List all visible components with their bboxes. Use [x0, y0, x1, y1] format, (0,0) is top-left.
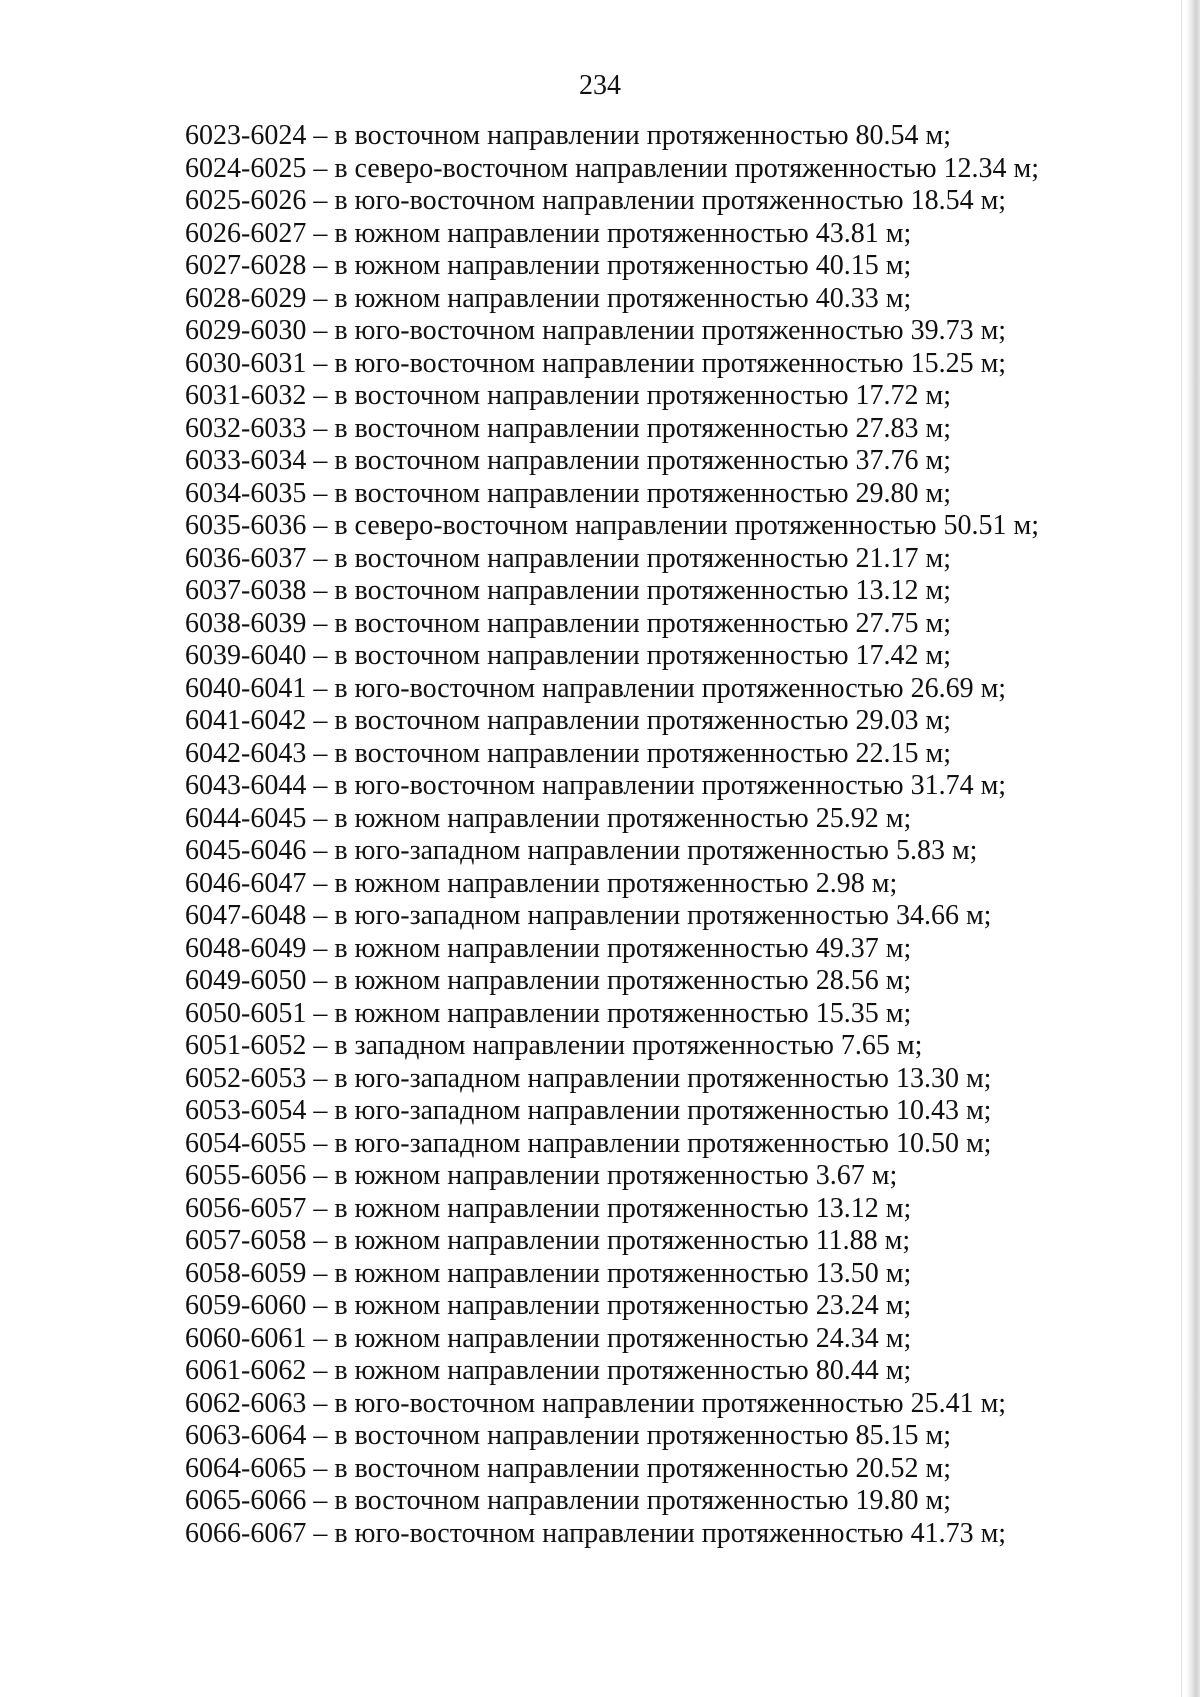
segment-line: 6046-6047 – в южном направлении протяженностью 2.98 м; [185, 867, 898, 899]
segment-line: 6037-6038 – в восточном направлении протяженностью 13.12 м; [185, 575, 952, 606]
segment-line: 6057-6058 – в южном направлении протяженностью 11.88 м; [185, 1225, 911, 1256]
segment-line: 6043-6044 – в юго-восточном направлении протяженностью 31.74 м; [185, 770, 1007, 801]
segment-line: 6044-6045 – в южном направлении протяженностью 25.92 м; [185, 802, 912, 834]
segment-line: 6061-6062 – в южном направлении протяженностью 80.44 м; [185, 1355, 912, 1386]
segment-line: 6045-6046 – в юго-западном направлении протяженностью 5.83 м; [185, 835, 978, 866]
segment-line: 6042-6043 – в восточном направлении протяженностью 22.15 м; [185, 737, 952, 769]
segment-line: 6054-6055 – в юго-западном направлении протяженностью 10.50 м; [185, 1127, 992, 1159]
segment-line: 6051-6052 – в западном направлении протяженностью 7.65 м; [185, 1030, 923, 1061]
segment-line: 6048-6049 – в южном направлении протяженностью 49.37 м; [185, 932, 912, 964]
segment-line: 6049-6050 – в южном направлении протяженностью 28.56 м; [185, 965, 912, 996]
segment-line: 6023-6024 – в восточном направлении протяженностью 80.54 м; [185, 120, 952, 151]
segment-line: 6066-6067 – в юго-восточном направлении протяженностью 41.73 м; [185, 1517, 1007, 1549]
segment-line: 6050-6051 – в южном направлении протяженностью 15.35 м; [185, 997, 912, 1029]
segment-line: 6047-6048 – в юго-западном направлении протяженностью 34.66 м; [185, 900, 992, 931]
segment-line: 6039-6040 – в восточном направлении протяженностью 17.42 м; [185, 640, 952, 671]
segment-line: 6058-6059 – в южном направлении протяженностью 13.50 м; [185, 1257, 912, 1289]
segment-line: 6063-6064 – в восточном направлении протяженностью 85.15 м; [185, 1420, 952, 1451]
page-number: 234 [579, 70, 621, 101]
segment-line: 6028-6029 – в южном направлении протяженностью 40.33 м; [185, 282, 912, 314]
segment-line: 6056-6057 – в южном направлении протяженностью 13.12 м; [185, 1192, 912, 1224]
segment-list [185, 120, 1039, 1550]
segment-line: 6035-6036 – в северо-восточном направлении протяженностью 50.51 м; [185, 510, 1040, 541]
segment-line: 6059-6060 – в южном направлении протяженностью 23.24 м; [185, 1290, 912, 1321]
segment-line: 6024-6025 – в северо-восточном направлении протяженностью 12.34 м; [185, 152, 1040, 184]
segment-line: 6040-6041 – в юго-восточном направлении протяженностью 26.69 м; [185, 672, 1007, 704]
segment-line: 6062-6063 – в юго-восточном направлении протяженностью 25.41 м; [185, 1387, 1007, 1419]
segment-line: 6041-6042 – в восточном направлении протяженностью 29.03 м; [185, 705, 952, 736]
segment-line: 6026-6027 – в южном направлении протяженностью 43.81 м; [185, 217, 912, 249]
segment-line: 6065-6066 – в восточном направлении протяженностью 19.80 м; [185, 1485, 952, 1516]
segment-line: 6064-6065 – в восточном направлении протяженностью 20.52 м; [185, 1452, 952, 1484]
segment-line: 6036-6037 – в восточном направлении протяженностью 21.17 м; [185, 542, 952, 574]
segment-line: 6025-6026 – в юго-восточном направлении протяженностью 18.54 м; [185, 185, 1007, 216]
segment-line: 6031-6032 – в восточном направлении протяженностью 17.72 м; [185, 380, 952, 411]
segment-line: 6038-6039 – в восточном направлении протяженностью 27.75 м; [185, 607, 952, 639]
segment-line: 6060-6061 – в южном направлении протяженностью 24.34 м; [185, 1322, 912, 1354]
segment-line: 6030-6031 – в юго-восточном направлении протяженностью 15.25 м; [185, 347, 1007, 379]
segment-line: 6029-6030 – в юго-восточном направлении протяженностью 39.73 м; [185, 315, 1007, 346]
segment-line: 6055-6056 – в южном направлении протяженностью 3.67 м; [185, 1160, 898, 1191]
segment-line: 6032-6033 – в восточном направлении протяженностью 27.83 м; [185, 412, 952, 444]
segment-line: 6053-6054 – в юго-западном направлении протяженностью 10.43 м; [185, 1095, 992, 1126]
scan-edge-line [1181, 0, 1182, 1697]
segment-line: 6033-6034 – в восточном направлении протяженностью 37.76 м; [185, 445, 952, 476]
segment-line: 6027-6028 – в южном направлении протяженностью 40.15 м; [185, 250, 912, 281]
segment-line: 6034-6035 – в восточном направлении протяженностью 29.80 м; [185, 477, 952, 509]
scan-edge-shadow [1186, 0, 1200, 1697]
segment-line: 6052-6053 – в юго-западном направлении протяженностью 13.30 м; [185, 1062, 992, 1094]
